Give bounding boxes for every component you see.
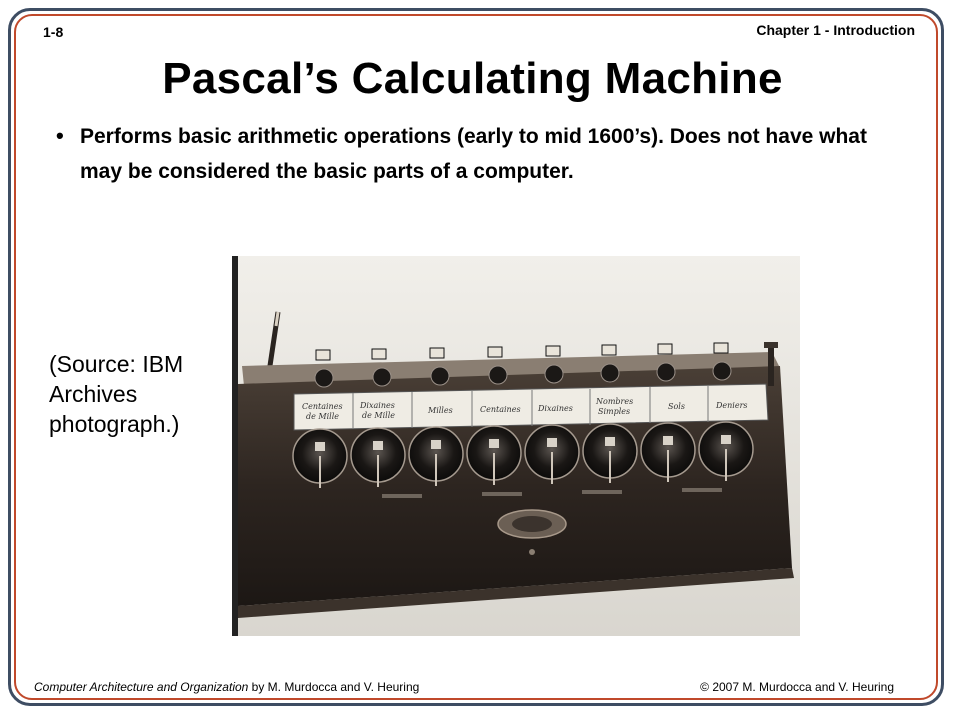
pascaline-photo — [232, 256, 800, 636]
svg-text:Centaines: Centaines — [480, 405, 521, 414]
footer-copyright: © 2007 M. Murdocca and V. Heuring — [700, 680, 894, 694]
bullet-icon: • — [56, 123, 64, 148]
svg-text:Deniers: Deniers — [716, 401, 748, 410]
slide-title: Pascal’s Calculating Machine — [162, 54, 783, 103]
svg-text:Sols: Sols — [668, 402, 685, 411]
svg-text:Milles: Milles — [428, 406, 453, 415]
footer-authors: by M. Murdocca and V. Heuring — [248, 680, 420, 694]
source-caption: (Source: IBM Archives photograph.) — [49, 351, 184, 437]
footer-book-title: Computer Architecture and Organization — [34, 680, 249, 694]
slide-number: 1-8 — [43, 24, 64, 40]
footer-book-credit — [34, 680, 419, 694]
svg-text:de Mille: de Mille — [362, 411, 395, 420]
svg-text:Simples: Simples — [598, 407, 631, 416]
chapter-label: Chapter 1 - Introduction — [756, 22, 915, 38]
bullet-text: Performs basic arithmetic operations (early to mid 1600’s). Does not have what may be considered the basic parts of a computer. — [80, 125, 867, 183]
svg-text:Nombres: Nombres — [596, 397, 634, 406]
svg-text:de Mille: de Mille — [306, 412, 339, 421]
svg-text:Dixaines: Dixaines — [538, 404, 573, 413]
svg-text:Centaines: Centaines — [302, 402, 343, 411]
svg-text:Dixaines: Dixaines — [360, 401, 395, 410]
bullet-item — [56, 119, 906, 189]
